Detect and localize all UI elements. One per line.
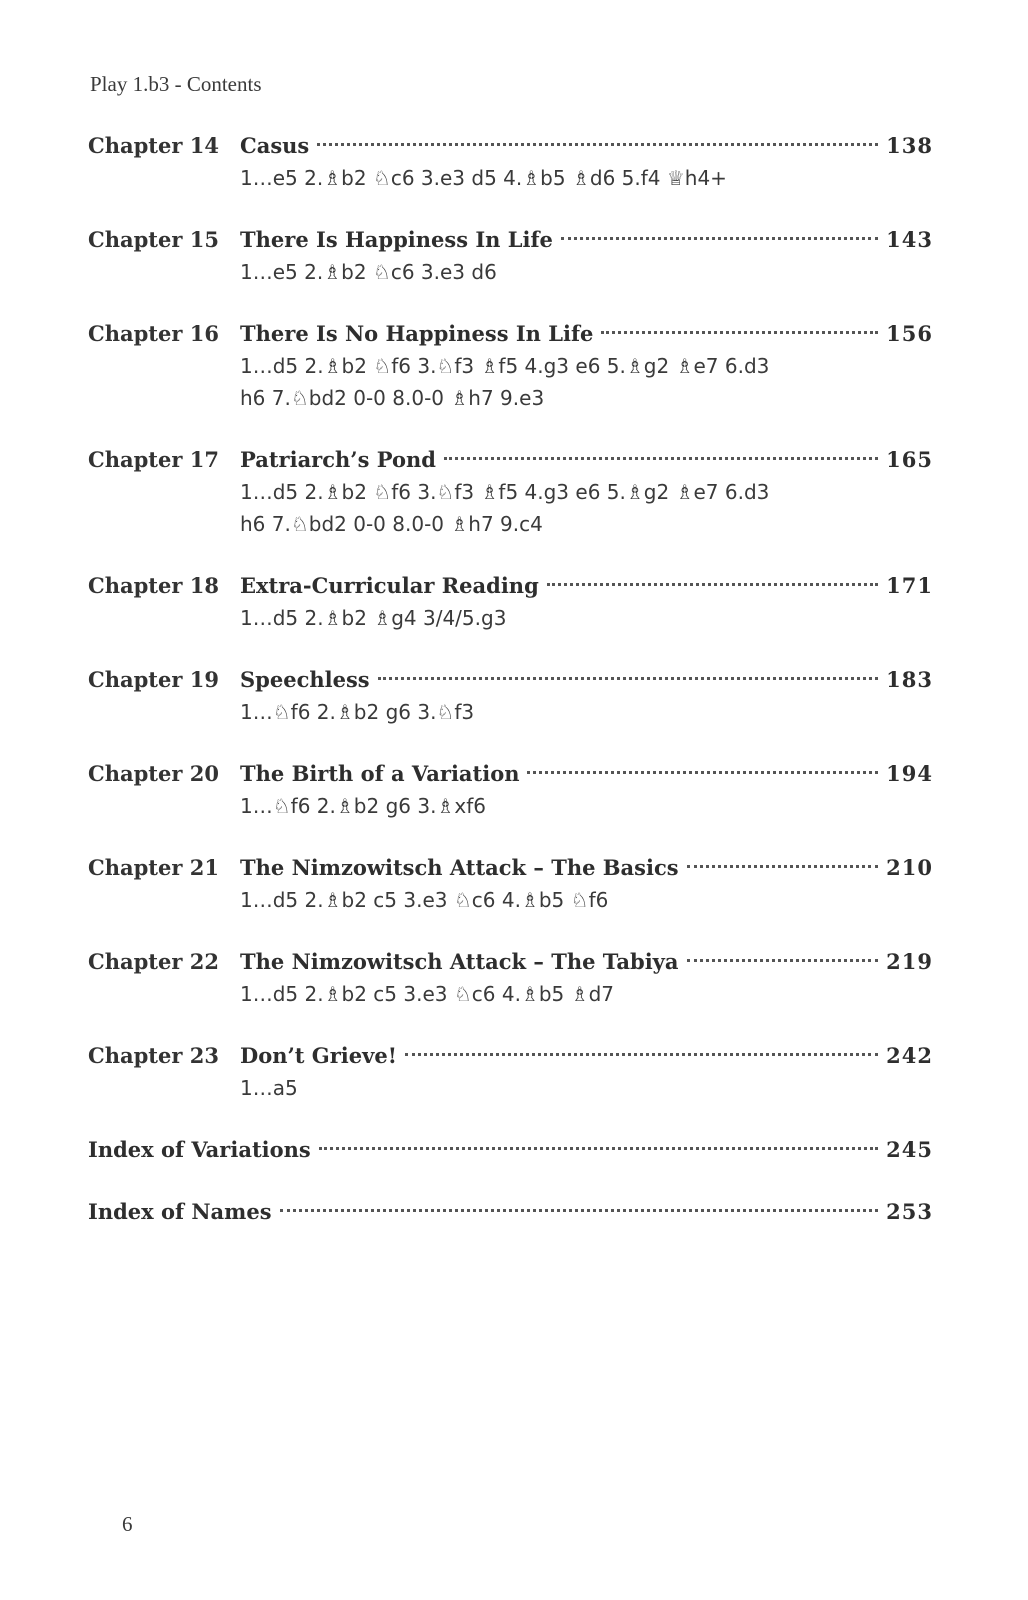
page-number: 156 xyxy=(886,321,933,346)
toc-entry-chapter-17[interactable] xyxy=(88,444,933,540)
page-number: 242 xyxy=(886,1043,933,1068)
toc-entry-chapter-22[interactable] xyxy=(88,946,933,1010)
chapter-title: Patriarch’s Pond xyxy=(240,447,436,472)
toc-entry-chapter-23[interactable] xyxy=(88,1040,933,1104)
move-sequence: 1…d5 2.♗b2 ♗g4 3/4/5.g3 xyxy=(240,606,507,630)
chapter-title: The Nimzowitsch Attack – The Basics xyxy=(240,855,679,880)
dot-leader xyxy=(319,1147,878,1150)
chapter-title: The Birth of a Variation xyxy=(240,761,520,786)
dot-leader xyxy=(561,237,878,240)
dot-leader xyxy=(527,771,878,774)
page-number: 183 xyxy=(886,667,933,692)
chapter-title: There Is Happiness In Life xyxy=(240,227,553,252)
move-sequence: 1…d5 2.♗b2 c5 3.e3 ♘c6 4.♗b5 ♘f6 xyxy=(240,888,609,912)
move-sequence: 1…a5 xyxy=(240,1076,298,1100)
page-folio: 6 xyxy=(122,1512,133,1536)
page-number: 165 xyxy=(886,447,933,472)
page-number: 171 xyxy=(886,573,933,598)
dot-leader xyxy=(547,583,878,586)
chapter-label: Chapter 16 xyxy=(88,321,219,346)
dot-leader xyxy=(601,331,878,334)
chapter-title: Extra-Curricular Reading xyxy=(240,573,539,598)
chapter-label: Chapter 22 xyxy=(88,949,219,974)
chapter-label: Chapter 21 xyxy=(88,855,219,880)
toc-entry-chapter-16[interactable] xyxy=(88,318,933,414)
running-header: Play 1.b3 - Contents xyxy=(90,72,262,96)
toc-entry-chapter-19[interactable] xyxy=(88,664,933,728)
dot-leader xyxy=(444,457,878,460)
move-sequence: 1…e5 2.♗b2 ♘c6 3.e3 d6 xyxy=(240,260,497,284)
chapter-label: Chapter 17 xyxy=(88,447,219,472)
chapter-title: Don’t Grieve! xyxy=(240,1043,397,1068)
dot-leader xyxy=(687,959,879,962)
toc-entry-index-of-variations[interactable] xyxy=(88,1134,933,1166)
chapter-label: Chapter 20 xyxy=(88,761,219,786)
toc-entry-chapter-14[interactable] xyxy=(88,130,933,194)
index-title: Index of Variations xyxy=(88,1137,311,1162)
page-number: 143 xyxy=(886,227,933,252)
move-sequence: 1…d5 2.♗b2 ♘f6 3.♘f3 ♗f5 4.g3 e6 5.♗g2 ♗e7 6.d3 xyxy=(240,480,770,504)
toc-entry-index-of-names[interactable] xyxy=(88,1196,933,1228)
toc-entry-chapter-20[interactable] xyxy=(88,758,933,822)
chapter-title: Casus xyxy=(240,133,310,158)
page-number: 138 xyxy=(886,133,933,158)
chapter-label: Chapter 18 xyxy=(88,573,219,598)
move-sequence: 1…d5 2.♗b2 ♘f6 3.♘f3 ♗f5 4.g3 e6 5.♗g2 ♗e7 6.d3 xyxy=(240,354,770,378)
page-number: 194 xyxy=(886,761,933,786)
move-sequence: 1…♘f6 2.♗b2 g6 3.♘f3 xyxy=(240,700,475,724)
index-title: Index of Names xyxy=(88,1199,272,1224)
dot-leader xyxy=(317,143,878,146)
dot-leader xyxy=(405,1053,878,1056)
toc-entry-chapter-15[interactable] xyxy=(88,224,933,288)
toc-entry-chapter-21[interactable] xyxy=(88,852,933,916)
chapter-title: The Nimzowitsch Attack – The Tabiya xyxy=(240,949,679,974)
page-number: 219 xyxy=(886,949,933,974)
page-number: 253 xyxy=(886,1199,933,1224)
move-sequence: h6 7.♘bd2 0-0 8.0-0 ♗h7 9.e3 xyxy=(240,386,545,410)
dot-leader xyxy=(280,1209,879,1212)
chapter-label: Chapter 23 xyxy=(88,1043,219,1068)
table-of-contents xyxy=(88,130,933,1228)
move-sequence: h6 7.♘bd2 0-0 8.0-0 ♗h7 9.c4 xyxy=(240,512,543,536)
move-sequence: 1…♘f6 2.♗b2 g6 3.♗xf6 xyxy=(240,794,486,818)
dot-leader xyxy=(378,677,879,680)
chapter-label: Chapter 19 xyxy=(88,667,219,692)
page-number: 210 xyxy=(886,855,933,880)
chapter-title: Speechless xyxy=(240,667,370,692)
toc-entry-chapter-18[interactable] xyxy=(88,570,933,634)
chapter-label: Chapter 14 xyxy=(88,133,219,158)
chapter-title: There Is No Happiness In Life xyxy=(240,321,594,346)
chapter-label: Chapter 15 xyxy=(88,227,219,252)
page-number: 245 xyxy=(886,1137,933,1162)
dot-leader xyxy=(687,865,879,868)
move-sequence: 1…d5 2.♗b2 c5 3.e3 ♘c6 4.♗b5 ♗d7 xyxy=(240,982,614,1006)
move-sequence: 1…e5 2.♗b2 ♘c6 3.e3 d5 4.♗b5 ♗d6 5.f4 ♕h4+ xyxy=(240,166,727,190)
